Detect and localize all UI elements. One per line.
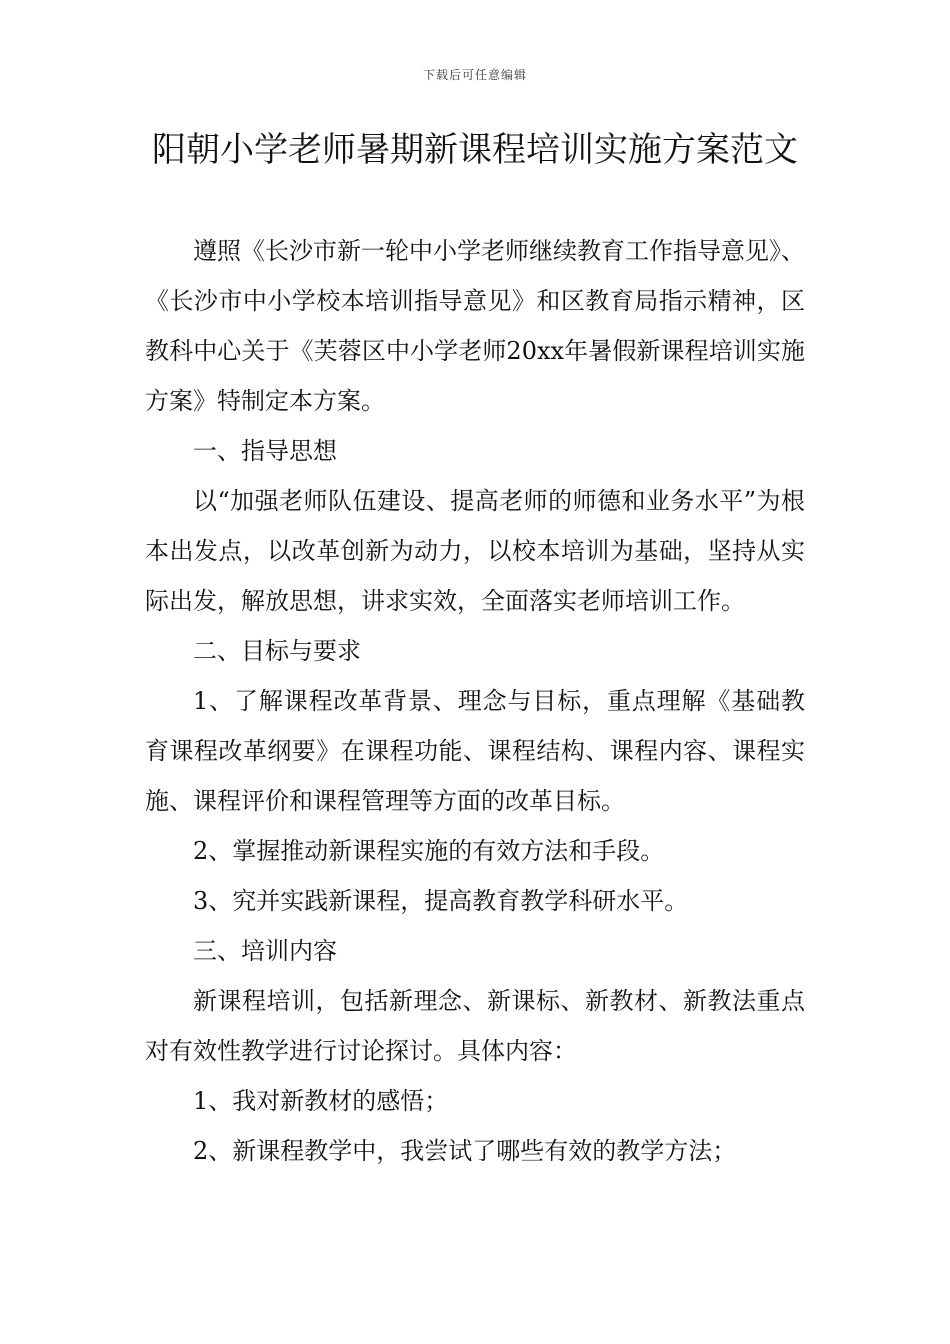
training-content-paragraph: 新课程培训，包括新理念、新课标、新教材、新教法重点对有效性教学进行讨论探讨。具体内容： [145,987,805,1065]
intro-paragraph: 遵照《长沙市新一轮中小学老师继续教育工作指导意见》、《长沙市中小学校本培训指导意见》和区教育局指示精神，区教科中心关于《芙蓉区中小学老师20xx年暑假新课程培训实施方案》特制定本方案。 [145,237,805,415]
goal-item-2: 2、掌握推动新课程实施的有效方法和手段。 [193,837,665,865]
document-body [145,226,805,1176]
section-heading-training-content: 三、培训内容 [193,937,337,965]
content-item-2: 2、新课程教学中，我尝试了哪些有效的教学方法； [193,1137,737,1165]
goal-item-1: 1、了解课程改革背景、理念与目标，重点理解《基础教育课程改革纲要》在课程功能、课程结构、课程内容、课程实施、课程评价和课程管理等方面的改革目标。 [145,687,805,815]
content-item-1: 1、我对新教材的感悟； [193,1087,449,1115]
goal-item-3: 3、究并实践新课程，提高教育教学科研水平。 [193,887,689,915]
document-title: 阳朝小学老师暑期新课程培训实施方案范文 [152,130,798,170]
header-note: 下载后可任意编辑 [422,68,527,82]
guiding-ideology-paragraph: 以“加强老师队伍建设、提高老师的师德和业务水平”为根本出发点，以改革创新为动力，以校本培训为基础，坚持从实际出发，解放思想，讲求实效，全面落实老师培训工作。 [145,487,805,615]
section-heading-guiding-ideology: 一、指导思想 [193,437,337,465]
section-heading-goals-requirements: 二、目标与要求 [193,637,361,665]
